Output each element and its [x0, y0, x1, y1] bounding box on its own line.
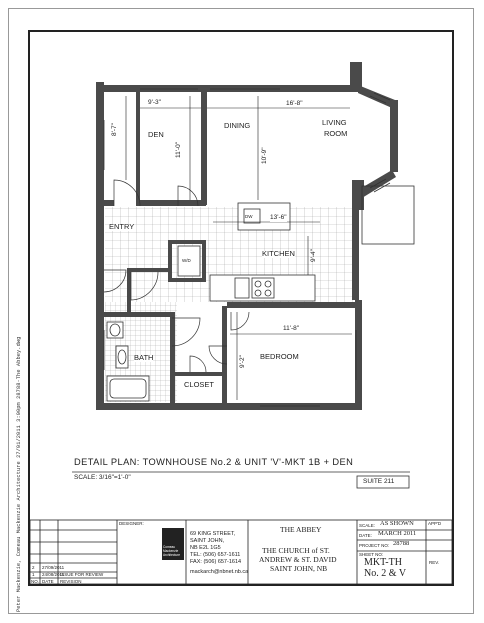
- dim-den-height-1: 8'-7": [111, 123, 118, 136]
- scale-label: SCALE:: [359, 523, 376, 528]
- date-value: MARCH 2011: [378, 530, 417, 537]
- label-washer-dryer: W/D: [182, 258, 191, 263]
- revision-date-1: 24/08/2011: [42, 572, 65, 577]
- dim-dining-living-width: 16'-8": [286, 100, 303, 107]
- client-line-1: THE CHURCH of ST.: [262, 546, 330, 555]
- room-label-entry: ENTRY: [109, 222, 135, 231]
- project-no-label: PROJECT NO:: [359, 543, 390, 548]
- room-label-closet: CLOSET: [184, 380, 215, 389]
- firm-address-1: 69 KING STREET,: [190, 531, 236, 537]
- room-label-den: DEN: [148, 130, 164, 139]
- revision-no-2: 2: [32, 565, 35, 570]
- logo-text-3: Architecture: [163, 553, 181, 557]
- room-label-dining: DINING: [224, 121, 251, 130]
- sheet-no-value-2: No. 2 & V: [364, 568, 407, 579]
- project-title: THE ABBEY: [280, 525, 322, 534]
- appd-label: APP'D: [428, 521, 442, 526]
- firm-address-3: NB E2L 1G5: [190, 545, 221, 551]
- logo-text-1: Comeau: [163, 545, 176, 549]
- revision-col-no: NO.: [31, 579, 40, 584]
- room-label-bedroom: BEDROOM: [260, 352, 299, 361]
- firm-address-2: SAINT JOHN,: [190, 538, 225, 544]
- revision-col-date: DATE: [42, 579, 54, 584]
- detail-plan-scale: SCALE: 3/16"=1'-0": [74, 474, 131, 481]
- suite-label: SUITE 211: [363, 478, 395, 485]
- dim-island-width: 13'-6": [270, 214, 287, 221]
- revision-no-1: 1: [32, 572, 35, 577]
- date-label: DATE:: [359, 533, 372, 538]
- label-dishwasher: DW: [245, 214, 253, 219]
- scale-value: AS SHOWN: [380, 520, 414, 527]
- firm-tel: TEL: (506) 657-1611: [190, 552, 241, 558]
- dim-den-height-2: 11'-0": [175, 141, 182, 158]
- revision-text-1: ISSUE FOR REVIEW: [60, 572, 104, 577]
- room-label-living-1: LIVING: [322, 118, 347, 127]
- firm-fax: FAX: (506) 657-1614: [190, 559, 242, 565]
- side-file-note: Peter Mackenzie, Comeau Mackenzie Architecture 27/01/2011 3:00pm 28788-The Abbey.dwg: [16, 336, 22, 612]
- dim-kitchen-height: 9'-4": [310, 249, 317, 262]
- designer-label: DESIGNER:: [119, 521, 144, 526]
- client-line-3: SAINT JOHN, NB: [270, 564, 328, 573]
- revision-col-revision: REVISION: [60, 579, 82, 584]
- dim-den-width: 9'-3": [148, 99, 161, 106]
- dim-bedroom-height: 9'-2": [239, 355, 246, 368]
- room-label-bath: BATH: [134, 353, 154, 362]
- sheet-no-label: SHEET NO:: [359, 552, 384, 557]
- dim-dining-height: 10'-9": [261, 147, 268, 164]
- detail-plan-title: DETAIL PLAN: TOWNHOUSE No.2 & UNIT 'V'-MKT 1B + DEN: [74, 457, 354, 467]
- room-label-kitchen: KITCHEN: [262, 249, 295, 258]
- dim-bedroom-width: 11'-8": [283, 325, 300, 332]
- project-no-value: 28788: [393, 540, 410, 547]
- firm-email: mackarch@nbnet.nb.ca: [190, 569, 249, 575]
- sheet-no-value-1: MKT-TH: [364, 557, 402, 568]
- client-line-2: ANDREW & ST. DAVID: [259, 555, 337, 564]
- rev-label: REV.: [429, 560, 440, 565]
- logo-text-2: Mackenzie: [163, 549, 179, 553]
- balcony-outline: [362, 186, 414, 244]
- revision-date-2: 27/09/2011: [42, 565, 65, 570]
- room-label-living-2: ROOM: [324, 129, 348, 138]
